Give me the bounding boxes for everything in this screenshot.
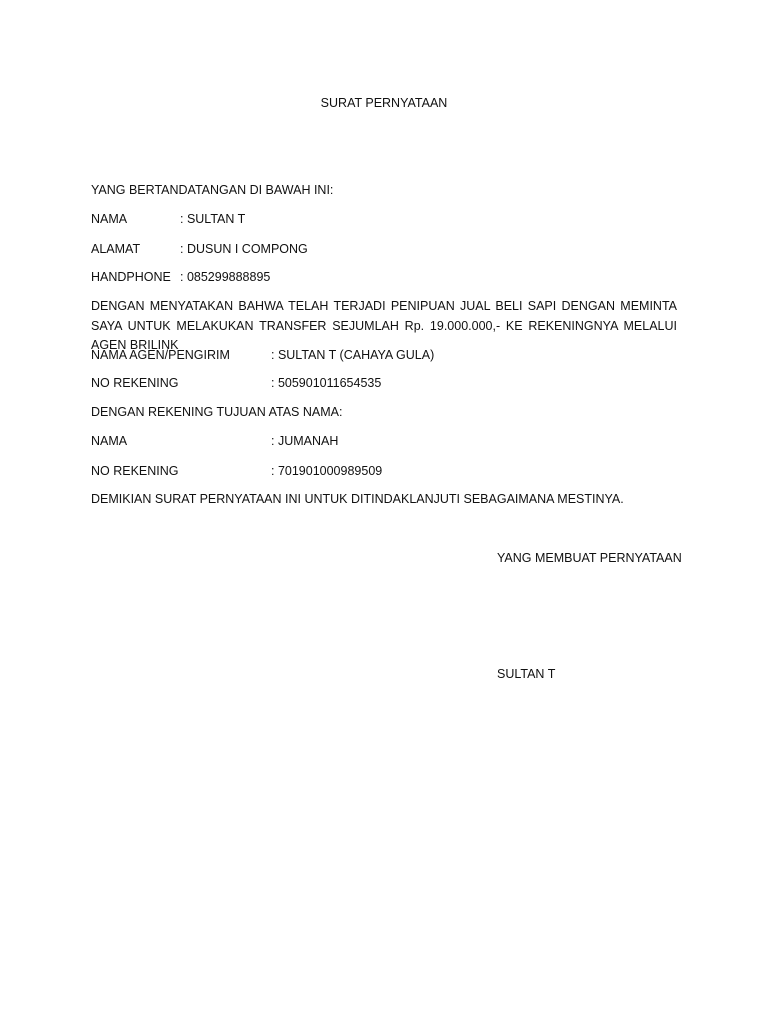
field-label: NAMA xyxy=(91,434,128,448)
field-label: NO REKENING xyxy=(91,464,179,478)
field-value: : SULTAN T xyxy=(180,212,246,226)
intro-text: YANG BERTANDATANGAN DI BAWAH INI: xyxy=(91,183,334,197)
field-value: : DUSUN I COMPONG xyxy=(180,242,308,256)
document-title: SURAT PERNYATAAN xyxy=(320,96,448,110)
field-value: : SULTAN T (CAHAYA GULA) xyxy=(271,348,435,362)
field-value: : 085299888895 xyxy=(180,270,271,284)
field-value: : 505901011654535 xyxy=(271,376,382,390)
closing-text: DEMIKIAN SURAT PERNYATAAN INI UNTUK DITINDAKLANJUTI SEBAGAIMANA MESTINYA. xyxy=(91,492,624,506)
field-recipient-name xyxy=(91,433,338,449)
field-label: ALAMAT xyxy=(91,242,141,256)
field-handphone xyxy=(91,269,270,285)
signature-heading: YANG MEMBUAT PERNYATAAN xyxy=(497,551,682,565)
field-value: : 701901000989509 xyxy=(271,464,383,478)
field-agent-name xyxy=(91,347,434,363)
field-label: HANDPHONE xyxy=(91,270,171,284)
signature-name: SULTAN T xyxy=(497,667,556,681)
statement-paragraph: DENGAN MENYATAKAN BAHWA TELAH TERJADI PENIPUAN JUAL BELI SAPI DENGAN MEMINTA SAYA UNTUK MELAKUKAN TRANSFER SEJUMLAH Rp. 19.000.000,- KE REKENINGNYA MELALUI AGEN BRILINK xyxy=(91,299,677,352)
field-nama xyxy=(91,211,245,227)
recipient-intro-text: DENGAN REKENING TUJUAN ATAS NAMA: xyxy=(91,405,343,419)
field-agent-account xyxy=(91,375,381,391)
field-value: : JUMANAH xyxy=(271,434,339,448)
field-alamat xyxy=(91,241,308,257)
field-label: NAMA xyxy=(91,212,128,226)
field-label: NO REKENING xyxy=(91,376,179,390)
field-recipient-account xyxy=(91,463,382,479)
field-label: NAMA AGEN/PENGIRIM xyxy=(91,348,230,362)
